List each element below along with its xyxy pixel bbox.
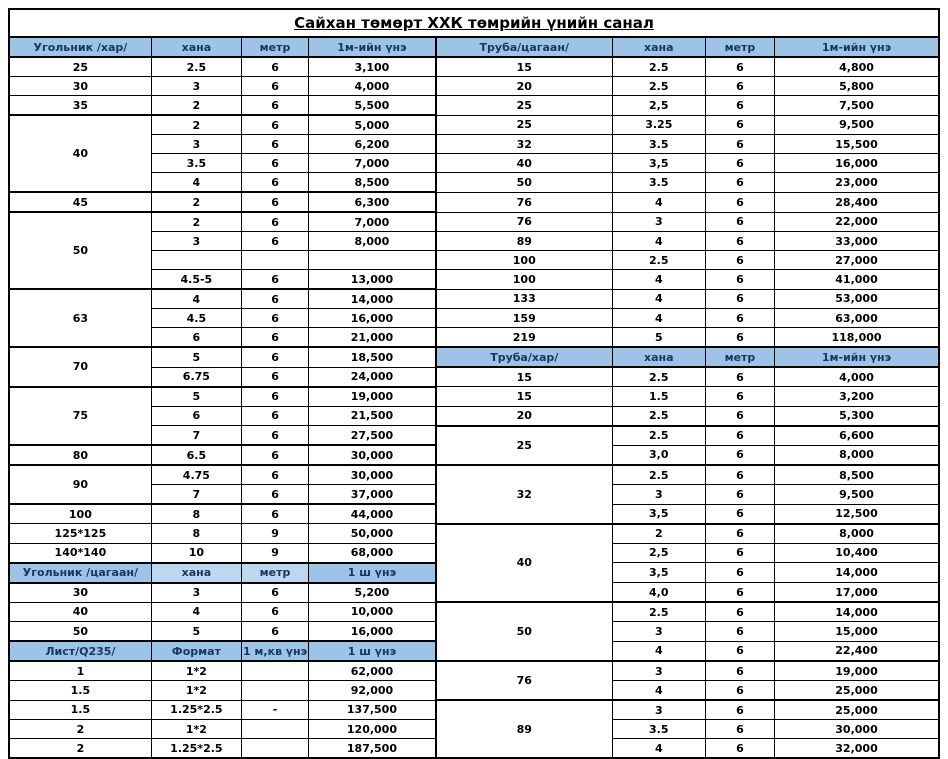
data-cell: 27,500 [309,426,436,446]
data-cell: 4,000 [775,367,939,387]
data-cell: 9,500 [775,115,939,135]
data-cell: 100 [436,270,612,290]
data-cell: 19,000 [309,387,436,407]
data-cell: 6 [705,328,774,348]
data-cell: 8,000 [775,524,939,544]
data-cell: 6 [241,504,308,524]
data-cell: 5,800 [775,77,939,96]
data-cell: 6 [241,270,308,290]
data-cell: 4 [612,739,705,759]
data-cell: 6 [705,681,774,701]
data-cell: 76 [436,661,612,700]
data-cell: 6 [241,328,308,348]
data-cell: 4 [612,309,705,328]
data-cell: 6 [705,485,774,505]
column-header-cell: метр [705,347,774,367]
data-cell: 6 [705,622,774,642]
data-cell: 53,000 [775,289,939,309]
table-row [9,37,939,57]
data-cell: 8 [151,524,241,544]
data-cell: 2.5 [151,57,241,77]
data-cell: 30,000 [775,720,939,739]
data-cell: 10,400 [775,543,939,563]
data-cell: 90 [9,465,151,504]
column-header-cell: Формат [151,641,241,661]
data-cell: 20 [436,77,612,96]
data-cell: 4.5 [151,309,241,328]
data-cell: 1*2 [151,720,241,739]
data-cell: 3.5 [612,720,705,739]
data-cell: 6.75 [151,367,241,387]
table-row [9,387,939,407]
data-cell: 6 [241,96,308,116]
data-cell: 50 [436,602,612,661]
data-cell: 6 [241,387,308,407]
data-cell: 6 [241,406,308,426]
data-cell: 2 [9,739,151,759]
data-cell: 3,5 [612,563,705,583]
column-header-cell: хана [612,37,705,57]
data-cell: 159 [436,309,612,328]
data-cell: 6 [705,406,774,426]
data-cell: 6 [705,583,774,603]
data-cell: 10,000 [309,602,436,622]
data-cell: 6 [705,602,774,622]
data-cell: 45 [9,192,151,212]
data-cell: 4 [612,232,705,251]
data-cell: 6 [705,700,774,720]
data-cell: 22,400 [775,641,939,661]
data-cell [241,681,308,701]
data-cell: 40 [9,602,151,622]
data-cell: 5 [612,328,705,348]
data-cell: 28,400 [775,192,939,212]
data-cell: 6 [241,232,308,251]
data-cell: 25,000 [775,700,939,720]
data-cell: 8,500 [309,173,436,193]
data-cell: 70 [9,347,151,387]
column-header-cell: хана [151,563,241,583]
table-row [9,77,939,96]
data-cell: 3.5 [612,173,705,193]
data-cell: 27,000 [775,251,939,270]
data-cell: 4.5-5 [151,270,241,290]
data-cell: 6 [241,192,308,212]
data-cell: 68,000 [309,543,436,563]
data-cell: 1 [9,661,151,681]
data-cell: 7,000 [309,154,436,173]
column-header-cell: 1м-ийн үнэ [775,37,939,57]
data-cell: 1.25*2.5 [151,700,241,720]
data-cell: 6.5 [151,445,241,465]
data-cell: 6 [705,524,774,544]
data-cell: 3.5 [151,154,241,173]
data-cell: 12,500 [775,504,939,524]
data-cell: 3,0 [612,445,705,465]
data-cell: 2.5 [612,465,705,485]
table-row [9,700,939,720]
table-row [9,524,939,544]
data-cell: 6 [241,465,308,485]
data-cell: 19,000 [775,661,939,681]
data-cell: 5 [151,347,241,367]
data-cell: 17,000 [775,583,939,603]
table-row [9,212,939,232]
data-cell: 2 [151,115,241,135]
data-cell: 63,000 [775,309,939,328]
data-cell: 20 [436,406,612,426]
data-cell [151,251,241,270]
data-cell: 50 [436,173,612,193]
title-row [9,9,939,37]
data-cell: 6 [241,602,308,622]
data-cell: 16,000 [309,622,436,642]
data-cell: 6 [705,661,774,681]
data-cell: 6 [705,641,774,661]
data-cell: 6 [705,57,774,77]
data-cell: 9,500 [775,485,939,505]
data-cell: 22,000 [775,212,939,232]
table-row [9,602,939,622]
data-cell: 6 [705,251,774,270]
data-cell: 25 [436,96,612,116]
data-cell: 18,500 [309,347,436,367]
column-header-cell: 1 м,кв үнэ [241,641,308,661]
data-cell: 4 [612,641,705,661]
data-cell: 3.25 [612,115,705,135]
data-cell: 3 [612,700,705,720]
data-cell: 8,000 [775,445,939,465]
data-cell: 37,000 [309,485,436,505]
data-cell: 2,5 [612,543,705,563]
column-header-cell: хана [612,347,705,367]
data-cell: 5 [151,622,241,642]
data-cell: 1.25*2.5 [151,739,241,759]
data-cell: 6 [241,212,308,232]
data-cell: 100 [9,504,151,524]
data-cell [241,739,308,759]
data-cell: 2.5 [612,602,705,622]
data-cell: 15 [436,57,612,77]
table-row [9,661,939,681]
data-cell: 14,000 [775,563,939,583]
data-cell: 76 [436,212,612,232]
data-cell: 6 [241,289,308,309]
data-cell: 25,000 [775,681,939,701]
data-cell: 9 [241,524,308,544]
data-cell: 89 [436,232,612,251]
data-cell: 23,000 [775,173,939,193]
column-header-cell: Труба/цагаан/ [436,37,612,57]
data-cell: 15 [436,387,612,407]
data-cell: 219 [436,328,612,348]
data-cell: 25 [436,115,612,135]
data-cell: 6 [705,563,774,583]
data-cell: 6 [705,270,774,290]
data-cell: 1*2 [151,681,241,701]
price-table [8,8,940,759]
data-cell: 5 [151,387,241,407]
data-cell: 80 [9,445,151,465]
data-cell: 6 [705,115,774,135]
column-header-cell: Лист/Q235/ [9,641,151,661]
data-cell: 15,000 [775,622,939,642]
data-cell: 50 [9,212,151,289]
page-title-text: Сайхан төмөрт ХХК төмрийн үнийн санал [294,14,654,32]
data-cell: 125*125 [9,524,151,544]
data-cell: 1*2 [151,661,241,681]
data-cell: 3 [151,232,241,251]
data-cell: 3 [612,212,705,232]
page-title [9,9,939,37]
column-header-cell: 1 ш үнэ [309,641,436,661]
data-cell: 25 [436,426,612,466]
table-row [9,115,939,135]
data-cell: 5,200 [309,583,436,603]
table-row [9,192,939,212]
data-cell: 100 [436,251,612,270]
data-cell: 6 [241,173,308,193]
data-cell: 4 [612,681,705,701]
data-cell: 15 [436,367,612,387]
data-cell: 6 [241,135,308,154]
data-cell: 1.5 [9,700,151,720]
data-cell: 4 [151,289,241,309]
data-cell: 6 [705,192,774,212]
data-cell: 6 [241,57,308,77]
table-row [9,96,939,116]
data-cell: 3 [612,485,705,505]
data-cell: 6 [705,504,774,524]
data-cell: 6 [705,543,774,563]
data-cell: 5,300 [775,406,939,426]
data-cell: 13,000 [309,270,436,290]
column-header-cell: хана [151,37,241,57]
data-cell: 2 [151,212,241,232]
data-cell: 140*140 [9,543,151,563]
data-cell: 6 [241,622,308,642]
data-cell: 40 [9,115,151,192]
data-cell: 8 [151,504,241,524]
data-cell: 6 [705,426,774,446]
data-cell: 3 [151,135,241,154]
column-header-cell: метр [705,37,774,57]
data-cell: 32,000 [775,739,939,759]
data-cell: 4 [612,270,705,290]
data-cell: 6 [241,309,308,328]
data-cell: 9 [241,543,308,563]
data-cell: 4 [612,289,705,309]
data-cell: 7,500 [775,96,939,116]
data-cell: 6 [151,406,241,426]
data-cell: 8,000 [309,232,436,251]
data-cell: 187,500 [309,739,436,759]
data-cell: 3,100 [309,57,436,77]
data-cell: 21,500 [309,406,436,426]
data-cell: 3,5 [612,504,705,524]
data-cell: 4 [151,602,241,622]
data-cell: 33,000 [775,232,939,251]
data-cell: 50,000 [309,524,436,544]
data-cell: 2.5 [612,426,705,446]
data-cell: 6 [241,445,308,465]
data-cell: 7 [151,426,241,446]
data-cell: 2 [151,192,241,212]
data-cell: 6 [241,583,308,603]
data-cell: 16,000 [775,154,939,173]
table-row [9,289,939,309]
data-cell: 6 [151,328,241,348]
data-cell: 6 [705,289,774,309]
data-cell: 6 [241,347,308,367]
data-cell: 2.5 [612,367,705,387]
column-header-cell: метр [241,37,308,57]
data-cell: 21,000 [309,328,436,348]
data-cell: 6 [705,173,774,193]
data-cell: 3,200 [775,387,939,407]
data-cell: 30 [9,583,151,603]
data-cell: 75 [9,387,151,446]
data-cell: 6 [705,720,774,739]
column-header-cell: Угольник /цагаан/ [9,563,151,583]
data-cell: 1.5 [9,681,151,701]
data-cell: 10 [151,543,241,563]
data-cell: 2 [151,96,241,116]
data-cell: 2.5 [612,406,705,426]
data-cell: 25 [9,57,151,77]
data-cell: 6 [705,367,774,387]
data-cell: 62,000 [309,661,436,681]
data-cell: 40 [436,524,612,603]
table-row [9,347,939,367]
data-cell: 44,000 [309,504,436,524]
data-cell: 7 [151,485,241,505]
data-cell: 3 [612,661,705,681]
data-cell: 41,000 [775,270,939,290]
price-table-body [9,37,939,758]
table-row [9,57,939,77]
data-cell: 6,600 [775,426,939,446]
data-cell: 118,000 [775,328,939,348]
data-cell: 4,0 [612,583,705,603]
data-cell: 8,500 [775,465,939,485]
data-cell: 3 [612,622,705,642]
data-cell [309,251,436,270]
data-cell: 6 [705,387,774,407]
data-cell: 32 [436,135,612,154]
data-cell: 5,500 [309,96,436,116]
data-cell: 63 [9,289,151,347]
data-cell: 3.5 [612,135,705,154]
data-cell: 6 [705,154,774,173]
data-cell: 6,200 [309,135,436,154]
data-cell: 1.5 [612,387,705,407]
data-cell: 6 [705,445,774,465]
data-cell: 3,5 [612,154,705,173]
data-cell [241,720,308,739]
data-cell: 6 [705,135,774,154]
data-cell: 133 [436,289,612,309]
column-header-cell: Труба/хар/ [436,347,612,367]
column-header-cell: 1м-ийн үнэ [775,347,939,367]
data-cell: 6 [241,367,308,387]
data-cell: 6 [705,739,774,759]
data-cell: 6 [705,309,774,328]
data-cell: 4,000 [309,77,436,96]
data-cell: 6 [705,96,774,116]
data-cell: 6 [241,115,308,135]
data-cell: 6 [705,232,774,251]
data-cell: 30,000 [309,445,436,465]
data-cell: 6 [241,77,308,96]
data-cell: 137,500 [309,700,436,720]
data-cell [241,251,308,270]
table-row [9,465,939,485]
data-cell: 4,800 [775,57,939,77]
data-cell: 92,000 [309,681,436,701]
data-cell: 40 [436,154,612,173]
data-cell: 35 [9,96,151,116]
data-cell: 6,300 [309,192,436,212]
data-cell: 6 [241,426,308,446]
data-cell: 2,5 [612,96,705,116]
column-header-cell: 1 ш үнэ [309,563,436,583]
data-cell: 14,000 [775,602,939,622]
data-cell: 50 [9,622,151,642]
data-cell: 30,000 [309,465,436,485]
data-cell [241,661,308,681]
data-cell: 32 [436,465,612,524]
data-cell: 76 [436,192,612,212]
data-cell: 2.5 [612,251,705,270]
data-cell: 6 [241,154,308,173]
data-cell: 7,000 [309,212,436,232]
data-cell: 30 [9,77,151,96]
data-cell: 16,000 [309,309,436,328]
data-cell: 6 [241,485,308,505]
column-header-cell: метр [241,563,308,583]
column-header-cell: Угольник /хар/ [9,37,151,57]
data-cell: 5,000 [309,115,436,135]
title-section [9,9,939,37]
price-table-container [8,8,940,759]
data-cell: 3 [151,77,241,96]
data-cell: - [241,700,308,720]
column-header-cell: 1м-ийн үнэ [309,37,436,57]
data-cell: 2 [612,524,705,544]
data-cell: 2.5 [612,57,705,77]
data-cell: 6 [705,212,774,232]
data-cell: 4 [612,192,705,212]
data-cell: 4.75 [151,465,241,485]
data-cell: 3 [151,583,241,603]
data-cell: 15,500 [775,135,939,154]
data-cell: 89 [436,700,612,758]
data-cell: 2.5 [612,77,705,96]
data-cell: 14,000 [309,289,436,309]
data-cell: 2 [9,720,151,739]
data-cell: 4 [151,173,241,193]
data-cell: 24,000 [309,367,436,387]
data-cell: 6 [705,465,774,485]
data-cell: 6 [705,77,774,96]
data-cell: 120,000 [309,720,436,739]
